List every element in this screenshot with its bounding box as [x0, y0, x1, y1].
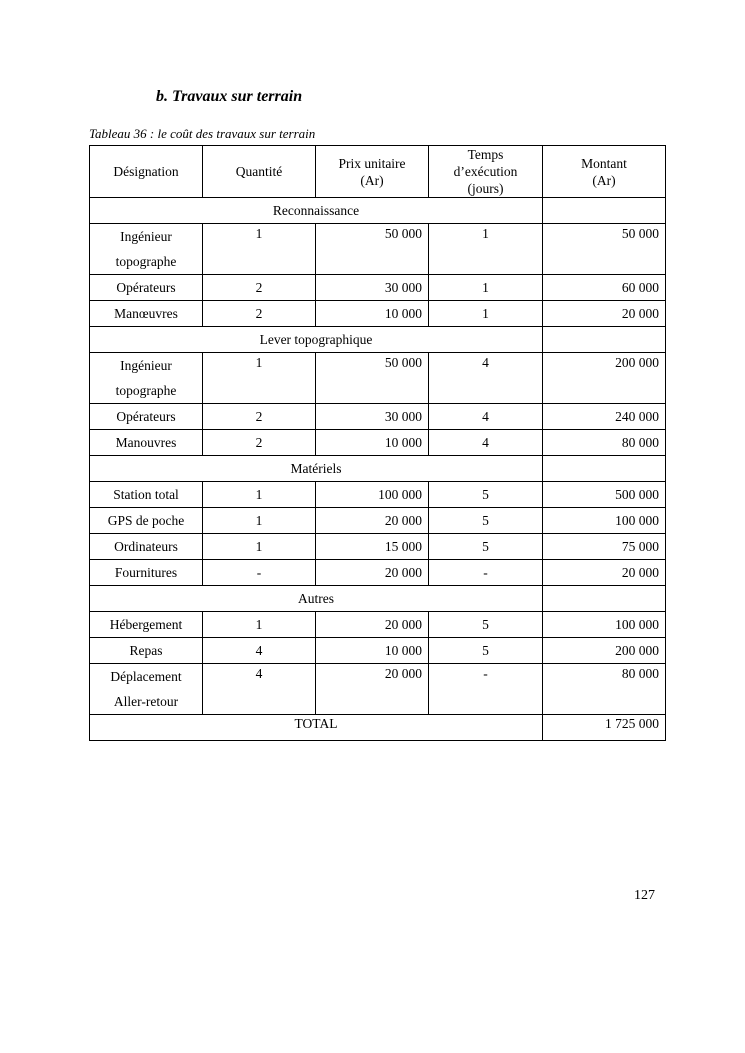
cost-table	[89, 145, 666, 741]
cell-designation: Ingénieur topographe	[90, 353, 203, 404]
section-title: Autres	[90, 586, 543, 612]
cell-temps: 4	[429, 404, 543, 430]
cell-prix-unitaire: 50 000	[316, 353, 429, 404]
cell-quantite: 1	[203, 224, 316, 275]
cell-prix-unitaire: 20 000	[316, 664, 429, 715]
section-empty-cell	[543, 586, 666, 612]
cell-designation: Opérateurs	[90, 404, 203, 430]
table-row	[90, 275, 666, 301]
cell-montant: 100 000	[543, 508, 666, 534]
section-row	[90, 456, 666, 482]
cell-quantite: 1	[203, 534, 316, 560]
cell-quantite: 4	[203, 638, 316, 664]
cell-prix-unitaire: 30 000	[316, 404, 429, 430]
table-row	[90, 664, 666, 715]
cell-montant: 60 000	[543, 275, 666, 301]
cell-prix-unitaire: 20 000	[316, 560, 429, 586]
cell-prix-unitaire: 15 000	[316, 534, 429, 560]
table-row	[90, 301, 666, 327]
table-row	[90, 482, 666, 508]
cell-prix-unitaire: 10 000	[316, 430, 429, 456]
cell-quantite: 2	[203, 430, 316, 456]
table-row	[90, 224, 666, 275]
cell-montant: 240 000	[543, 404, 666, 430]
section-empty-cell	[543, 456, 666, 482]
cell-montant: 500 000	[543, 482, 666, 508]
cell-designation: Ordinateurs	[90, 534, 203, 560]
cell-montant: 200 000	[543, 638, 666, 664]
cell-temps: 4	[429, 430, 543, 456]
table-row	[90, 404, 666, 430]
cell-temps: 5	[429, 612, 543, 638]
total-row	[90, 715, 666, 741]
cell-designation: Manouvres	[90, 430, 203, 456]
page-number: 127	[634, 888, 655, 903]
cell-quantite: 2	[203, 404, 316, 430]
cell-designation: Fournitures	[90, 560, 203, 586]
table-body	[90, 198, 666, 715]
cell-designation: Déplacement Aller-retour	[90, 664, 203, 715]
table-row	[90, 430, 666, 456]
cell-montant: 80 000	[543, 664, 666, 715]
section-heading: b. Travaux sur terrain	[156, 88, 303, 105]
header-montant: Montant (Ar)	[543, 146, 666, 198]
table-row	[90, 560, 666, 586]
cell-designation: Station total	[90, 482, 203, 508]
cell-quantite: 1	[203, 508, 316, 534]
table-row	[90, 353, 666, 404]
table-caption: Tableau 36 : le coût des travaux sur terrain	[89, 126, 316, 141]
cell-montant: 100 000	[543, 612, 666, 638]
cell-montant: 20 000	[543, 560, 666, 586]
cell-temps: 1	[429, 224, 543, 275]
header-quantite: Quantité	[203, 146, 316, 198]
section-row	[90, 586, 666, 612]
cell-designation: Hébergement	[90, 612, 203, 638]
cell-quantite: -	[203, 560, 316, 586]
cell-quantite: 2	[203, 301, 316, 327]
cell-designation: Opérateurs	[90, 275, 203, 301]
header-prix-unitaire: Prix unitaire (Ar)	[316, 146, 429, 198]
cell-designation: GPS de poche	[90, 508, 203, 534]
cell-temps: 5	[429, 482, 543, 508]
cell-montant: 200 000	[543, 353, 666, 404]
cell-quantite: 1	[203, 612, 316, 638]
header-temps-execution: Temps d’exécution (jours)	[429, 146, 543, 198]
total-value: 1 725 000	[543, 715, 666, 741]
section-empty-cell	[543, 198, 666, 224]
cell-prix-unitaire: 10 000	[316, 301, 429, 327]
cell-designation: Ingénieur topographe	[90, 224, 203, 275]
section-empty-cell	[543, 327, 666, 353]
cell-temps: 5	[429, 508, 543, 534]
cell-temps: 5	[429, 638, 543, 664]
cell-montant: 75 000	[543, 534, 666, 560]
cell-designation: Repas	[90, 638, 203, 664]
cell-designation: Manœuvres	[90, 301, 203, 327]
section-title: Reconnaissance	[90, 198, 543, 224]
section-row	[90, 198, 666, 224]
cell-temps: 1	[429, 275, 543, 301]
cell-prix-unitaire: 100 000	[316, 482, 429, 508]
cell-prix-unitaire: 20 000	[316, 508, 429, 534]
cell-quantite: 1	[203, 482, 316, 508]
cell-quantite: 2	[203, 275, 316, 301]
table-row	[90, 534, 666, 560]
cell-montant: 20 000	[543, 301, 666, 327]
cell-quantite: 1	[203, 353, 316, 404]
table-row	[90, 612, 666, 638]
table-row	[90, 638, 666, 664]
cell-prix-unitaire: 10 000	[316, 638, 429, 664]
cell-temps: 4	[429, 353, 543, 404]
cell-quantite: 4	[203, 664, 316, 715]
cell-prix-unitaire: 50 000	[316, 224, 429, 275]
cell-prix-unitaire: 20 000	[316, 612, 429, 638]
cell-montant: 80 000	[543, 430, 666, 456]
header-designation: Désignation	[90, 146, 203, 198]
cell-temps: 5	[429, 534, 543, 560]
section-row	[90, 327, 666, 353]
cell-temps: -	[429, 560, 543, 586]
cell-montant: 50 000	[543, 224, 666, 275]
cell-temps: -	[429, 664, 543, 715]
cell-temps: 1	[429, 301, 543, 327]
cell-prix-unitaire: 30 000	[316, 275, 429, 301]
section-title: Matériels	[90, 456, 543, 482]
table-header-row	[90, 146, 666, 198]
section-title: Lever topographique	[90, 327, 543, 353]
table-row	[90, 508, 666, 534]
total-label: TOTAL	[90, 715, 543, 741]
